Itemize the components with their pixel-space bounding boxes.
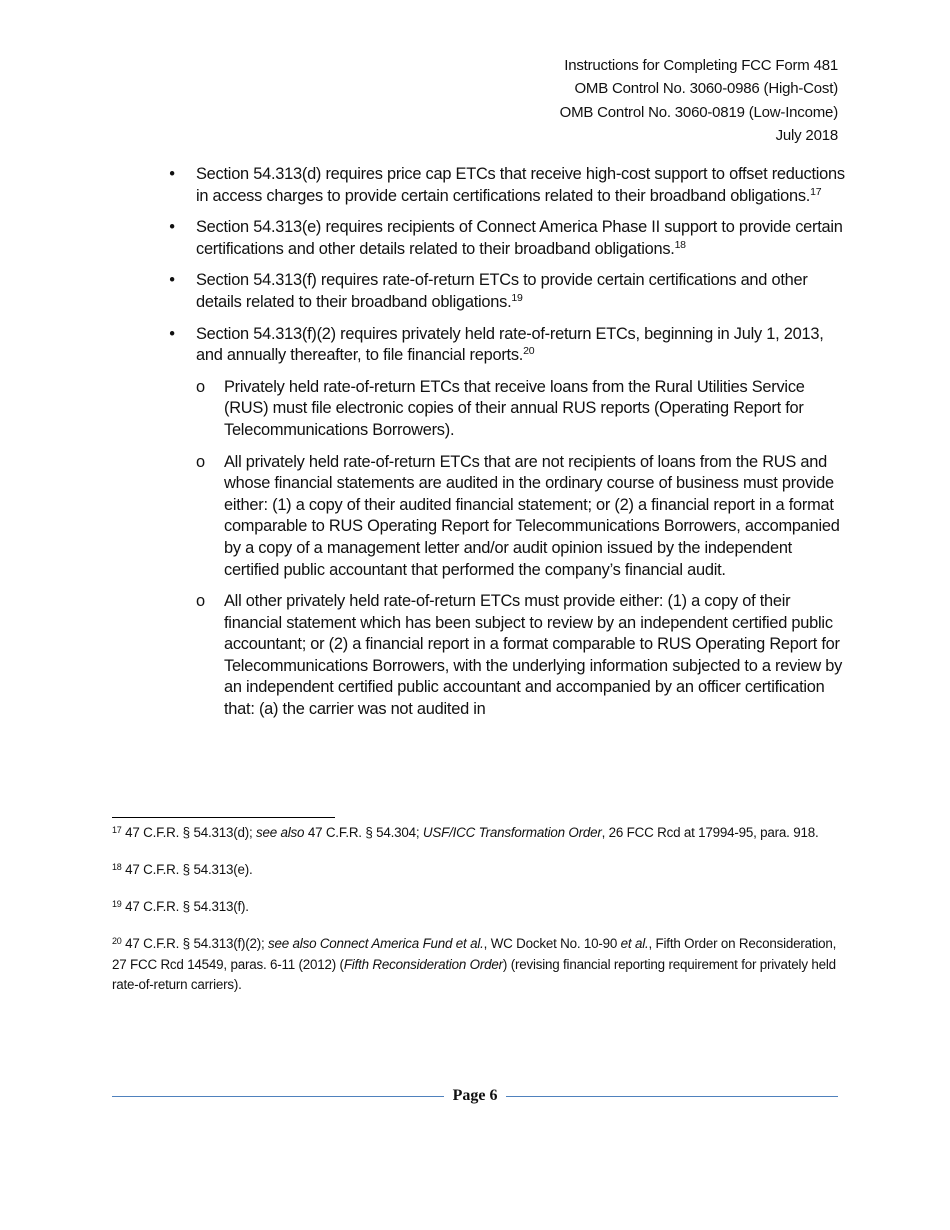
footnote-ref[interactable]: 17 — [810, 185, 822, 198]
footnote-italic: USF/ICC Transformation Order — [422, 825, 602, 840]
footnote-italic: Fifth Reconsideration Order — [343, 956, 503, 972]
footnote-number: 17 — [112, 825, 122, 835]
footnote-italic: see also Connect America Fund et al. — [268, 936, 484, 951]
footnote-17 — [112, 823, 842, 844]
sub-bullet-text: All other privately held rate-of-return ETCs must provide either: (1) a copy of their financial statement which has been subject to review by an independent certified public accountant; or (2) a financial report in a format comparable to RUS Operating Report for Telecommunications Borrowers, with the underlying information subjected to a review by an independent certified public accountant and accompanied by an officer certification that: (a) the carrier was not audited in — [224, 592, 843, 719]
footnote-19 — [112, 897, 842, 918]
footnote-text: ) (revising financial reporting requirement for privately held rate-of-return carriers). — [112, 956, 836, 992]
header-date: July 2018 — [775, 126, 838, 144]
bullet-item — [165, 217, 845, 260]
sub-bullet-icon: o — [196, 452, 205, 471]
footnote-italic: see also — [256, 825, 305, 840]
footnotes — [112, 823, 842, 1012]
bullet-text: Section 54.313(f) requires rate-of-return ETCs to provide certain certifications and other details related to their broadband obligations. — [196, 271, 808, 311]
footnote-text: 47 C.F.R. § 54.313(f)(2); — [121, 936, 269, 951]
footnote-text: , WC Docket No. 10-90 — [483, 936, 621, 951]
page-footer — [112, 1085, 838, 1107]
bullet-item — [165, 270, 845, 313]
bullet-icon: • — [169, 324, 175, 343]
footnote-20 — [112, 934, 842, 996]
footnote-text: 47 C.F.R. § 54.313(f). — [121, 899, 249, 914]
footnote-text: , 26 FCC Rcd at 17994-95, para. 918. — [601, 825, 819, 840]
footnote-ref[interactable]: 19 — [511, 291, 523, 304]
footnote-text: , Fifth Order on Reconsideration, 27 FCC Rcd 14549, paras. 6-11 (2012) ( — [112, 936, 837, 972]
footnote-italic: et al. — [620, 936, 649, 951]
footnote-number: 19 — [112, 899, 122, 909]
footnote-number: 20 — [112, 936, 122, 946]
bullet-item — [165, 324, 845, 367]
bullet-icon: • — [169, 271, 175, 290]
sub-bullet-text: Privately held rate-of-return ETCs that receive loans from the Rural Utilities Service (RUS) must file electronic copies of their annual RUS reports (Operating Report for Telecommunications Borrowers). — [224, 377, 805, 439]
header-omb-high-cost: OMB Control No. 3060-0986 (High-Cost) — [574, 80, 838, 98]
sub-bullet-item — [165, 591, 845, 721]
sub-bullet-item — [165, 377, 845, 442]
sub-bullet-icon: o — [196, 377, 205, 396]
sub-bullet-icon: o — [196, 592, 205, 611]
sub-bullet-item — [165, 452, 845, 582]
bullet-icon: • — [169, 165, 175, 183]
sub-bullet-text: All privately held rate-of-return ETCs that are not recipients of loans from the RUS and whose financial statements are audited in the ordinary course of business must provide either: (1) a copy of their audited financial statement; or (2) a financial report in a format comparable to RUS Operating Report for Telecommunications Borrowers, accompanied by a copy of a management letter and/or audit opinion issued by the independent certified public accountant that performed the company’s financial audit. — [224, 452, 840, 579]
bullet-icon: • — [169, 218, 175, 237]
bullet-text: Section 54.313(d) requires price cap ETCs that receive high-cost support to offset reductions in access charges to provide certain certifications related to their broadband obligations. — [196, 165, 845, 205]
bullet-text: Section 54.313(f)(2) requires privately held rate-of-return ETCs, beginning in July 1, 2013, and annually thereafter, to file financial reports. — [196, 324, 824, 365]
footnote-text: 47 C.F.R. § 54.304; — [304, 825, 423, 840]
document-header — [560, 54, 838, 147]
footer-rule-right — [506, 1096, 838, 1097]
footnote-separator — [112, 817, 335, 818]
bullet-item — [165, 164, 845, 207]
bullet-text: Section 54.313(e) requires recipients of Connect America Phase II support to provide certain certifications and other details related to their broadband obligations. — [196, 218, 843, 258]
footnote-number: 18 — [112, 862, 122, 872]
footnote-text: 47 C.F.R. § 54.313(d); — [121, 825, 257, 840]
body-text — [165, 164, 845, 731]
header-omb-low-income: OMB Control No. 3060-0819 (Low-Income) — [559, 103, 838, 121]
footnote-text: 47 C.F.R. § 54.313(e). — [121, 862, 253, 877]
footnote-ref[interactable]: 20 — [523, 345, 535, 358]
footer-rule-left — [112, 1096, 444, 1097]
footnote-ref[interactable]: 18 — [674, 238, 686, 251]
header-form-title: Instructions for Completing FCC Form 481 — [564, 57, 838, 74]
page-number: Page 6 — [452, 1087, 498, 1104]
footnote-18 — [112, 860, 842, 881]
